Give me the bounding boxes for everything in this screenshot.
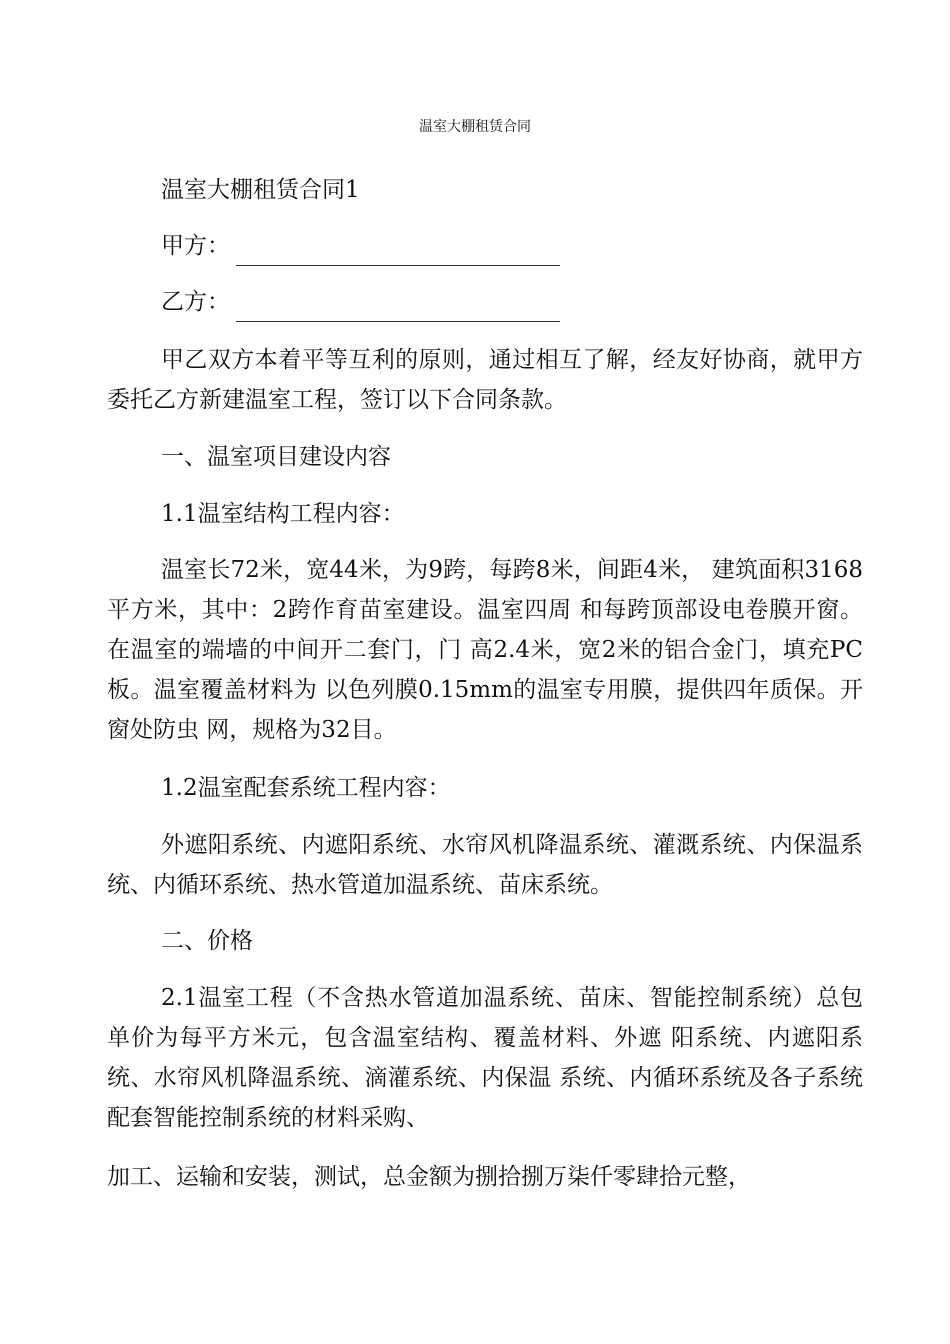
party-b-line bbox=[161, 282, 560, 322]
section-1-heading: 一、温室项目建设内容 bbox=[161, 444, 391, 470]
clause-1-2-body: 外遮阳系统、内遮阳系统、水帘风机降温系统、灌溉系统、内保温系统、内循环系统、热水管道加温系统、苗床系统。 bbox=[107, 832, 863, 898]
party-a-blank bbox=[236, 239, 560, 266]
clause-1-1-heading: 1.1温室结构工程内容： bbox=[161, 501, 405, 527]
party-b-label: 乙方： bbox=[161, 289, 230, 315]
clause-2-1-continuation: 加工、运输和安装，测试，总金额为捌拾捌万柒仟零肆拾元整， bbox=[107, 1164, 751, 1190]
clause-1-2-heading: 1.2温室配套系统工程内容： bbox=[161, 775, 451, 801]
party-a-label: 甲方： bbox=[161, 233, 230, 259]
document-title: 温室大棚租赁合同1 bbox=[161, 177, 360, 203]
party-a-line bbox=[161, 226, 560, 266]
clause-1-1-body: 温室长72米，宽44米，为9跨，每跨8米，间距4米， 建筑面积3168平方米，其中：2跨作育苗室建设。温室四周 和每跨顶部设电卷膜开窗。在温室的端墙的中间开二套门，门 高2.4米，宽2米的铝合金门，填充PC板。温室覆盖材料为 以色列膜0.15mm的温室专用膜，提供四年质保。开窗处防虫 网，规格为32目。 bbox=[107, 557, 863, 743]
section-2-heading: 二、价格 bbox=[161, 928, 253, 954]
party-b-blank bbox=[236, 295, 560, 322]
running-header: 温室大棚租赁合同 bbox=[419, 119, 531, 135]
intro-paragraph: 甲乙双方本着平等互利的原则，通过相互了解，经友好协商，就甲方委托乙方新建温室工程，签订以下合同条款。 bbox=[107, 347, 863, 413]
clause-2-1-body: 2.1温室工程（不含热水管道加温系统、苗床、智能控制系统）总包单价为每平方米元，包含温室结构、覆盖材料、外遮 阳系统、内遮阳系统、水帘风机降温系统、滴灌系统、内保温 系统、内循环系统及各子系统配套智能控制系统的材料采购、 bbox=[107, 985, 863, 1131]
